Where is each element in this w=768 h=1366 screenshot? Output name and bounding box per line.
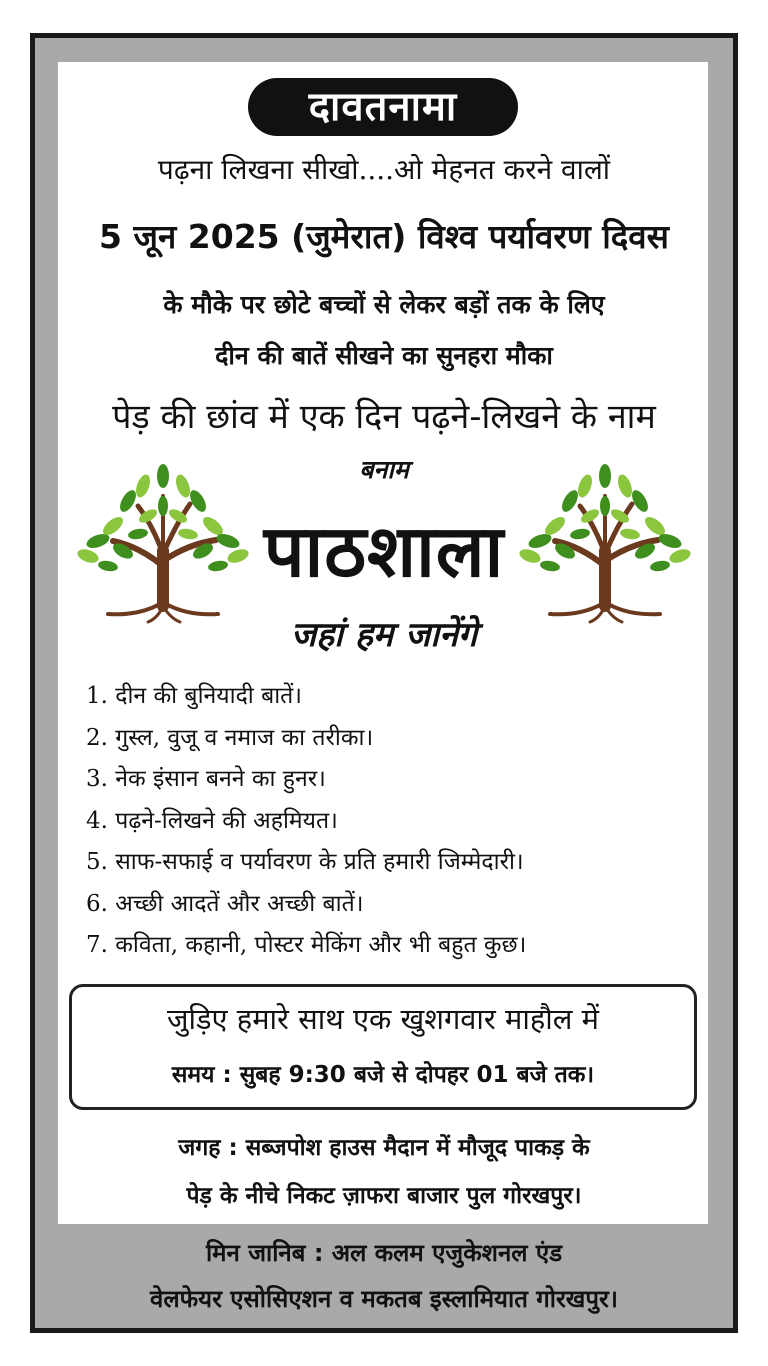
occasion-line-2: दीन की बातें सीखने का सुनहरा मौका [215,341,553,370]
subtitle: पढ़ना लिखना सीखो....ओ मेहनत करने वालों [157,153,611,186]
join-us-heading: जुड़िए हमारे साथ एक खुशगवार माहौल में [167,1002,599,1036]
organizer-line-1: मिन जानिब : अल कलम एजुकेशनल एंड [205,1239,563,1267]
topic-item: 4. पढ़ने-लिखने की अहमियत। [86,807,338,834]
topic-item: 3. नेक इंसान बनने का हुनर। [86,766,326,792]
venue-line-2: पेड़ के नीचे निकट ज़ाफरा बाजार पुल गोरखपुर। [186,1183,582,1209]
topic-item: 5. साफ-सफाई व पर्यावरण के प्रति हमारी जिम्मेदारी। [86,849,524,875]
learn-heading: जहां हम जानेंगे [290,615,478,655]
event-time: समय : सुबह 9:30 बजे से दोपहर 01 बजे तक। [171,1062,595,1088]
banam-label: बनाम [359,455,409,484]
event-date-line: 5 जून 2025 (जुमेरात) विश्व पर्यावरण दिवस [99,217,669,256]
invitation-title: दावतनामा [248,78,518,136]
topic-item: 1. दीन की बुनियादी बातें। [86,683,302,709]
organizer-line-2: वेलफेयर एसोसिएशन व मकतब इस्लामियात गोरखपुर। [150,1285,618,1313]
topic-item: 7. कविता, कहानी, पोस्टर मेकिंग और भी बहुत कुछ। [86,932,527,958]
tree-icon [510,456,700,624]
event-name: पाठशाला [263,509,505,593]
tagline: पेड़ की छांव में एक दिन पढ़ने-लिखने के नाम [112,397,656,437]
topic-item: 6. अच्छी आदतें और अच्छी बातें। [86,890,364,917]
topic-item: 2. गुस्ल, वुजू व नमाज का तरीका। [86,724,374,751]
occasion-line-1: के मौके पर छोटे बच्चों से लेकर बड़ों तक के लिए [163,290,605,319]
topics-list [86,676,716,967]
venue-line-1: जगह : सब्जपोश हाउस मैदान में मौजूद पाकड़ के [178,1135,590,1161]
timing-box [69,984,697,1110]
